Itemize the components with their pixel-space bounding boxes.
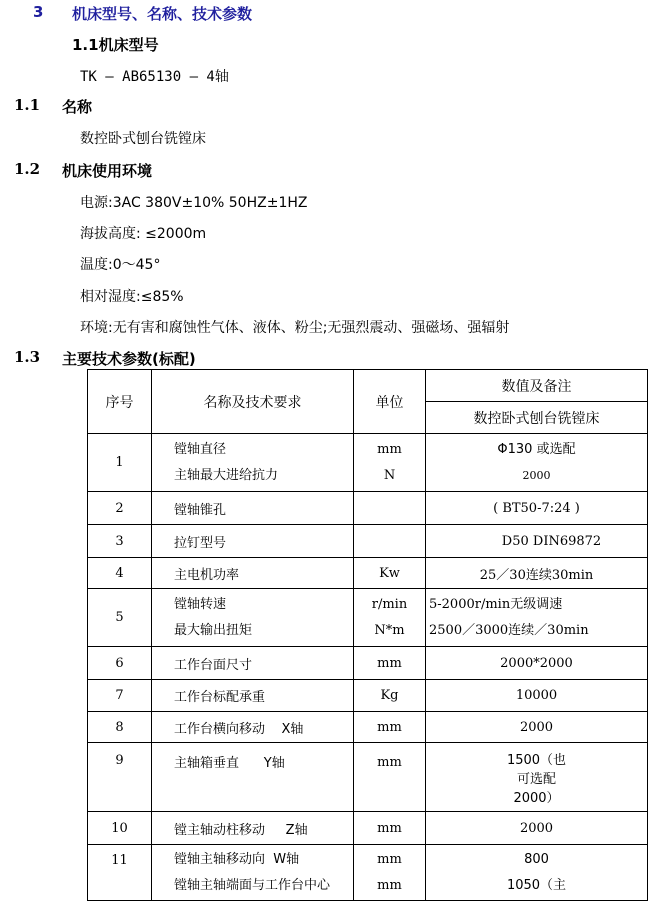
row-value: 1500（也 [506, 753, 567, 768]
table-row [88, 525, 648, 558]
row-no: 5 [88, 589, 152, 647]
row-name: 镗轴转速 [174, 596, 227, 612]
row-name: 镗轴主轴移动向 W轴 [174, 852, 300, 867]
row-no: 3 [88, 525, 152, 558]
env-humidity: 相对湿度:≤85% [80, 289, 184, 305]
params-heading-number: 1.3 [14, 348, 41, 366]
row-value: Φ130 或选配 [497, 441, 576, 457]
row-name: 主电机功率 [152, 558, 354, 589]
env-altitude: 海拔高度: ≤2000m [80, 226, 207, 242]
model-heading: 1.1机床型号 [72, 36, 159, 54]
table-row [88, 743, 648, 812]
row-value: 可选配 [516, 772, 556, 787]
row-unit: N [383, 467, 396, 483]
table-row [88, 812, 648, 845]
row-value: 5-2000r/min无级调速 [429, 596, 563, 612]
row-no: 11 [88, 845, 152, 901]
row-unit: r/min [371, 596, 408, 612]
row-unit [354, 525, 426, 558]
name-heading: 名称 [62, 98, 93, 116]
table-row [88, 845, 648, 901]
env-temperature: 温度:0～45° [80, 257, 161, 273]
row-no: 9 [88, 743, 152, 812]
row-name: 主轴箱垂直 Y轴 [152, 743, 354, 812]
row-value: 2000 [522, 468, 551, 482]
row-unit [354, 492, 426, 525]
params-heading: 主要技术参数(标配) [62, 350, 196, 368]
header-unit: 单位 [354, 370, 426, 434]
table-row [88, 558, 648, 589]
section-title: 机床型号、名称、技术参数 [72, 5, 253, 23]
row-name: 镗轴锥孔 [152, 492, 354, 525]
row-unit: Kw [354, 558, 426, 589]
machine-name: 数控卧式刨台铣镗床 [80, 131, 206, 147]
row-name: 工作台标配承重 [152, 680, 354, 712]
row-value: 2000*2000 [426, 647, 648, 680]
row-value: 2000） [513, 791, 560, 806]
env-heading-number: 1.2 [14, 160, 41, 178]
header-value-sub: 数控卧式刨台铣镗床 [426, 402, 648, 434]
row-unit: mm [354, 647, 426, 680]
env-environment: 环境:无有害和腐蚀性气体、液体、粉尘;无强烈震动、强磁场、强辐射 [80, 320, 510, 336]
row-value: 2500／3000连续／30min [429, 622, 589, 638]
row-no: 10 [88, 812, 152, 845]
row-unit: mm [354, 743, 426, 812]
row-value: 1050（主 [506, 878, 567, 893]
row-value: ( BT50-7:24 ) [426, 492, 648, 525]
row-name: 主轴最大进给抗力 [174, 467, 279, 483]
env-heading: 机床使用环境 [62, 162, 153, 180]
row-name: 拉钉型号 [152, 525, 354, 558]
row-name: 最大输出扭矩 [174, 622, 253, 638]
row-unit: N*m [374, 622, 405, 638]
table-row [88, 434, 648, 492]
row-value: D50 DIN69872 [426, 525, 648, 558]
header-no: 序号 [88, 370, 152, 434]
row-name: 镗轴直径 [174, 441, 227, 457]
row-no: 6 [88, 647, 152, 680]
table-row [88, 712, 648, 743]
row-name: 工作台横向移动 X轴 [152, 712, 354, 743]
row-value: 10000 [426, 680, 648, 712]
row-value: 25／30连续30min [426, 558, 648, 589]
row-unit: mm [377, 878, 402, 893]
row-value: 2000 [426, 812, 648, 845]
row-no: 7 [88, 680, 152, 712]
row-no: 2 [88, 492, 152, 525]
table-row [88, 680, 648, 712]
row-unit: Kg [354, 680, 426, 712]
name-heading-number: 1.1 [14, 96, 41, 114]
header-value: 数值及备注 [426, 370, 648, 402]
row-no: 8 [88, 712, 152, 743]
env-power: 电源:3AC 380V±10% 50HZ±1HZ [80, 195, 308, 211]
row-unit: mm [377, 441, 402, 457]
row-unit: mm [354, 812, 426, 845]
header-name: 名称及技术要求 [152, 370, 354, 434]
spec-table [87, 369, 648, 901]
row-value: 2000 [426, 712, 648, 743]
row-no: 4 [88, 558, 152, 589]
row-value: 800 [524, 852, 549, 867]
model-value: TK — AB65130 — 4轴 [80, 69, 229, 85]
row-name: 工作台面尺寸 [152, 647, 354, 680]
table-row [88, 492, 648, 525]
section-number: 3 [33, 3, 44, 21]
row-name: 镗主轴动柱移动 Z轴 [152, 812, 354, 845]
row-unit: mm [377, 852, 402, 867]
row-unit: mm [354, 712, 426, 743]
table-row [88, 589, 648, 647]
row-no: 1 [88, 434, 152, 492]
row-name: 镗轴主轴端面与工作台中心 [174, 878, 331, 893]
table-row [88, 647, 648, 680]
